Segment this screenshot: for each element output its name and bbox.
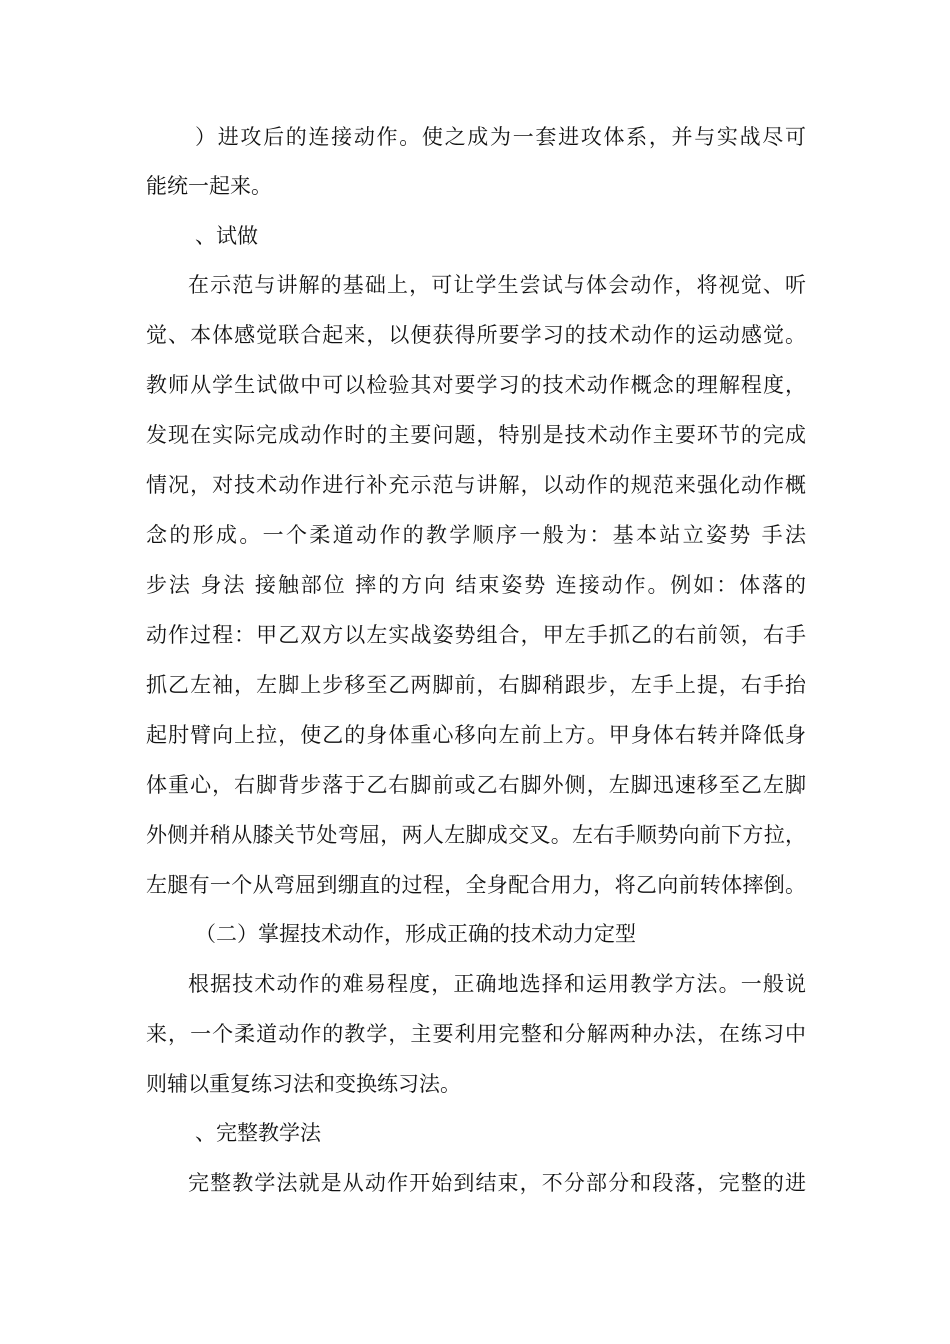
text-line: 教师从学生试做中可以检验其对要学习的技术动作概念的理解程度，: [146, 373, 806, 397]
text-line: 来，一个柔道动作的教学，主要利用完整和分解两种办法，在练习中: [146, 1022, 806, 1046]
text-line: 步法 身法 接触部位 摔的方向 结束姿势 连接动作。例如：体落的: [146, 573, 806, 597]
text-line: 起肘臂向上拉，使乙的身体重心移向左前上方。甲身体右转并降低身: [146, 723, 806, 747]
text-line: 完整教学法就是从动作开始到结束，不分部分和段落，完整的进: [188, 1171, 806, 1195]
text-line: 能统一起来。: [146, 174, 272, 198]
text-line: 左腿有一个从弯屈到绷直的过程，全身配合用力，将乙向前转体摔倒。: [146, 873, 806, 897]
text-line: 动作过程：甲乙双方以左实战姿势组合，甲左手抓乙的右前领，右手: [146, 623, 806, 647]
text-line: 在示范与讲解的基础上，可让学生尝试与体会动作，将视觉、听: [188, 273, 806, 297]
text-line: ）进攻后的连接动作。使之成为一套进攻体系，并与实战尽可: [195, 125, 806, 149]
text-line: 则辅以重复练习法和变换练习法。: [146, 1072, 461, 1096]
text-line: 体重心，右脚背步落于乙右脚前或乙右脚外侧，左脚迅速移至乙左脚: [146, 773, 806, 797]
text-line: 外侧并稍从膝关节处弯屈，两人左脚成交叉。左右手顺势向前下方拉，: [146, 823, 806, 847]
text-line: 根据技术动作的难易程度，正确地选择和运用教学方法。一般说: [188, 972, 806, 996]
text-line: 觉、本体感觉联合起来，以便获得所要学习的技术动作的运动感觉。: [146, 323, 806, 347]
text-line: 念的形成。一个柔道动作的教学顺序一般为：基本站立姿势 手法: [146, 523, 806, 547]
section-heading: （二）掌握技术动作，形成正确的技术动力定型: [195, 922, 636, 946]
section-heading: 、完整教学法: [195, 1121, 321, 1145]
text-line: 发现在实际完成动作时的主要问题，特别是技术动作主要环节的完成: [146, 423, 806, 447]
text-line: 情况，对技术动作进行补充示范与讲解，以动作的规范来强化动作概: [146, 473, 806, 497]
text-line: 抓乙左袖，左脚上步移至乙两脚前，右脚稍跟步，左手上提，右手抬: [146, 673, 806, 697]
section-heading: 、试做: [195, 224, 258, 248]
